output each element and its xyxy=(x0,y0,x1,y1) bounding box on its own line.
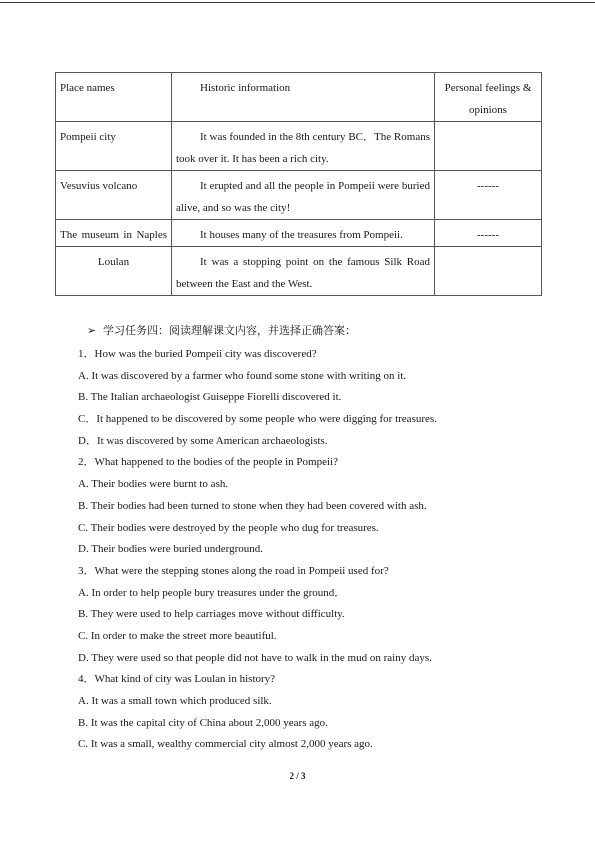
answer-option: C. Their bodies were destroyed by the people who dug for treasures. xyxy=(78,521,379,534)
answer-option: B. The Italian archaeologist Guiseppe Fiorelli discovered it. xyxy=(78,391,342,404)
answer-option: B. Their bodies had been turned to stone when they had been covered with ash. xyxy=(78,499,427,512)
question-text: 1．How was the buried Pompeii city was discovered? xyxy=(78,348,317,360)
arrow-bullet-icon: ➢ xyxy=(87,325,97,337)
historic-info-cell: It was founded in the 8th century BC．The Romans took over it. It has been a rich city. xyxy=(172,122,435,171)
place-name-cell: The museum in Naples xyxy=(56,220,172,247)
place-name-cell: Vesuvius volcano xyxy=(56,171,172,220)
header-historic-information: Historic information xyxy=(172,73,435,122)
opinion-cell xyxy=(435,122,542,171)
answer-option: B. They were used to help carriages move without difficulty. xyxy=(78,608,345,621)
answer-option: C. In order to make the street more beautiful. xyxy=(78,629,277,642)
page-number: 2 / 3 xyxy=(289,771,306,781)
top-rule xyxy=(0,2,595,3)
opinion-cell: ------ xyxy=(435,220,542,247)
answer-option: D. Their bodies were buried underground. xyxy=(78,543,264,556)
place-name-cell: Pompeii city xyxy=(56,122,172,171)
historic-info-cell: It houses many of the treasures from Pompeii. xyxy=(172,220,435,247)
answer-option: A. In order to help people bury treasures under the ground． xyxy=(78,586,346,599)
table-row xyxy=(56,220,542,247)
answer-option: C. It was a small, wealthy commercial city almost 2,000 years ago. xyxy=(78,738,373,751)
answer-option: A. Their bodies were burnt to ash. xyxy=(78,478,229,491)
table-row xyxy=(56,247,542,296)
answer-option: B. It was the capital city of China about 2,000 years ago. xyxy=(78,716,328,729)
historic-places-table xyxy=(55,72,542,296)
table-header-row xyxy=(56,73,542,122)
table-row xyxy=(56,171,542,220)
opinion-cell xyxy=(435,247,542,296)
answer-option: C．It happened to be discovered by some people who were digging for treasures. xyxy=(78,413,437,426)
answer-option: D．It was discovered by some American archaeologists. xyxy=(78,434,328,447)
opinion-cell: ------ xyxy=(435,171,542,220)
table-row xyxy=(56,122,542,171)
task-title: 学习任务四：阅读理解课文内容，并选择正确答案： xyxy=(103,325,356,337)
place-name-cell: Loulan xyxy=(56,247,172,296)
question-text: 4．What kind of city was Loulan in history? xyxy=(78,673,276,686)
question-text: 3．What were the stepping stones along the road in Pompeii used for? xyxy=(78,564,389,577)
historic-info-cell: It was a stopping point on the famous Silk Road between the East and the West. xyxy=(172,247,435,296)
answer-option: A. It was discovered by a farmer who found some stone with writing on it. xyxy=(78,369,407,382)
question-list xyxy=(78,344,548,756)
header-personal-feelings: Personal feelings & opinions xyxy=(435,73,542,122)
answer-option: A. It was a small town which produced silk. xyxy=(78,695,272,707)
header-place-names: Place names xyxy=(56,73,172,122)
historic-info-cell: It erupted and all the people in Pompeii were buried alive, and so was the city! xyxy=(172,171,435,220)
task-heading xyxy=(87,322,356,338)
question-text: 2．What happened to the bodies of the people in Pompeii? xyxy=(78,456,338,469)
answer-option: D. They were used so that people did not have to walk in the mud on rainy days. xyxy=(78,651,432,664)
